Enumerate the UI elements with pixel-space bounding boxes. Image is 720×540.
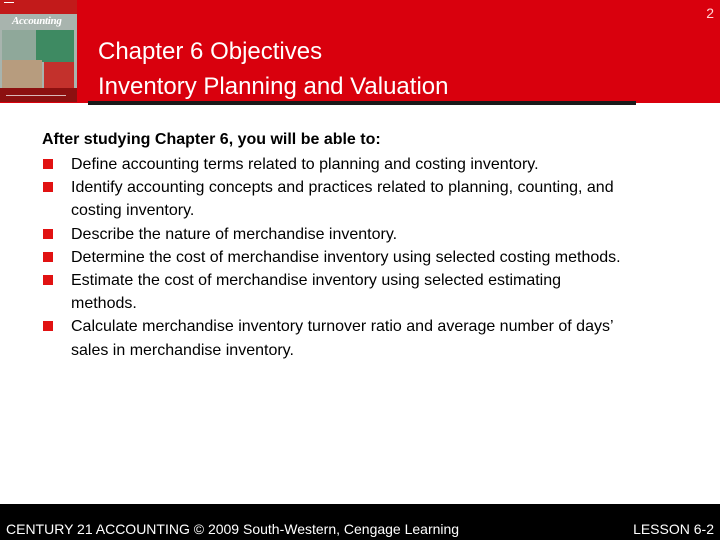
- square-bullet-icon: [43, 321, 53, 331]
- list-item: [42, 246, 702, 269]
- book-cover-title: Accounting: [12, 15, 62, 27]
- square-bullet-icon: [43, 252, 53, 262]
- list-item: [42, 223, 702, 246]
- square-bullet-icon: [43, 182, 53, 192]
- objective-text: Determine the cost of merchandise inventory using selected costing methods.: [71, 248, 621, 266]
- list-item: [42, 315, 702, 361]
- slide-subtitle: Inventory Planning and Valuation: [98, 73, 449, 100]
- list-item: [42, 269, 702, 315]
- objective-text: Estimate the cost of merchandise inventory using selected estimating methods.: [71, 272, 562, 313]
- square-bullet-icon: [43, 275, 53, 285]
- list-item: [42, 153, 702, 176]
- page-number: 2: [706, 5, 714, 21]
- objective-text: Define accounting terms related to planning and costing inventory.: [71, 156, 539, 173]
- slide-title: Chapter 6 Objectives: [98, 38, 323, 65]
- square-bullet-icon: [43, 229, 53, 239]
- list-item: [42, 176, 702, 222]
- footer-lesson: LESSON 6-2: [633, 521, 714, 537]
- objectives-section: [42, 130, 702, 362]
- objectives-list: [42, 153, 702, 362]
- objective-text: Describe the nature of merchandise inventory.: [71, 225, 398, 243]
- textbook-cover-icon: [0, 0, 77, 102]
- slide-header: [0, 0, 720, 103]
- objectives-intro: After studying Chapter 6, you will be able to:: [42, 131, 381, 148]
- objective-text: Calculate merchandise inventory turnover ratio and average number of days’ sales in merchandise inventory.: [71, 318, 613, 359]
- footer-copyright: CENTURY 21 ACCOUNTING © 2009 South-Western, Cengage Learning: [6, 521, 460, 537]
- slide-footer: [0, 504, 720, 540]
- square-bullet-icon: [43, 159, 53, 169]
- objective-text: Identify accounting concepts and practices related to planning, counting, and costing inventory.: [71, 179, 614, 220]
- title-underline: [88, 101, 636, 105]
